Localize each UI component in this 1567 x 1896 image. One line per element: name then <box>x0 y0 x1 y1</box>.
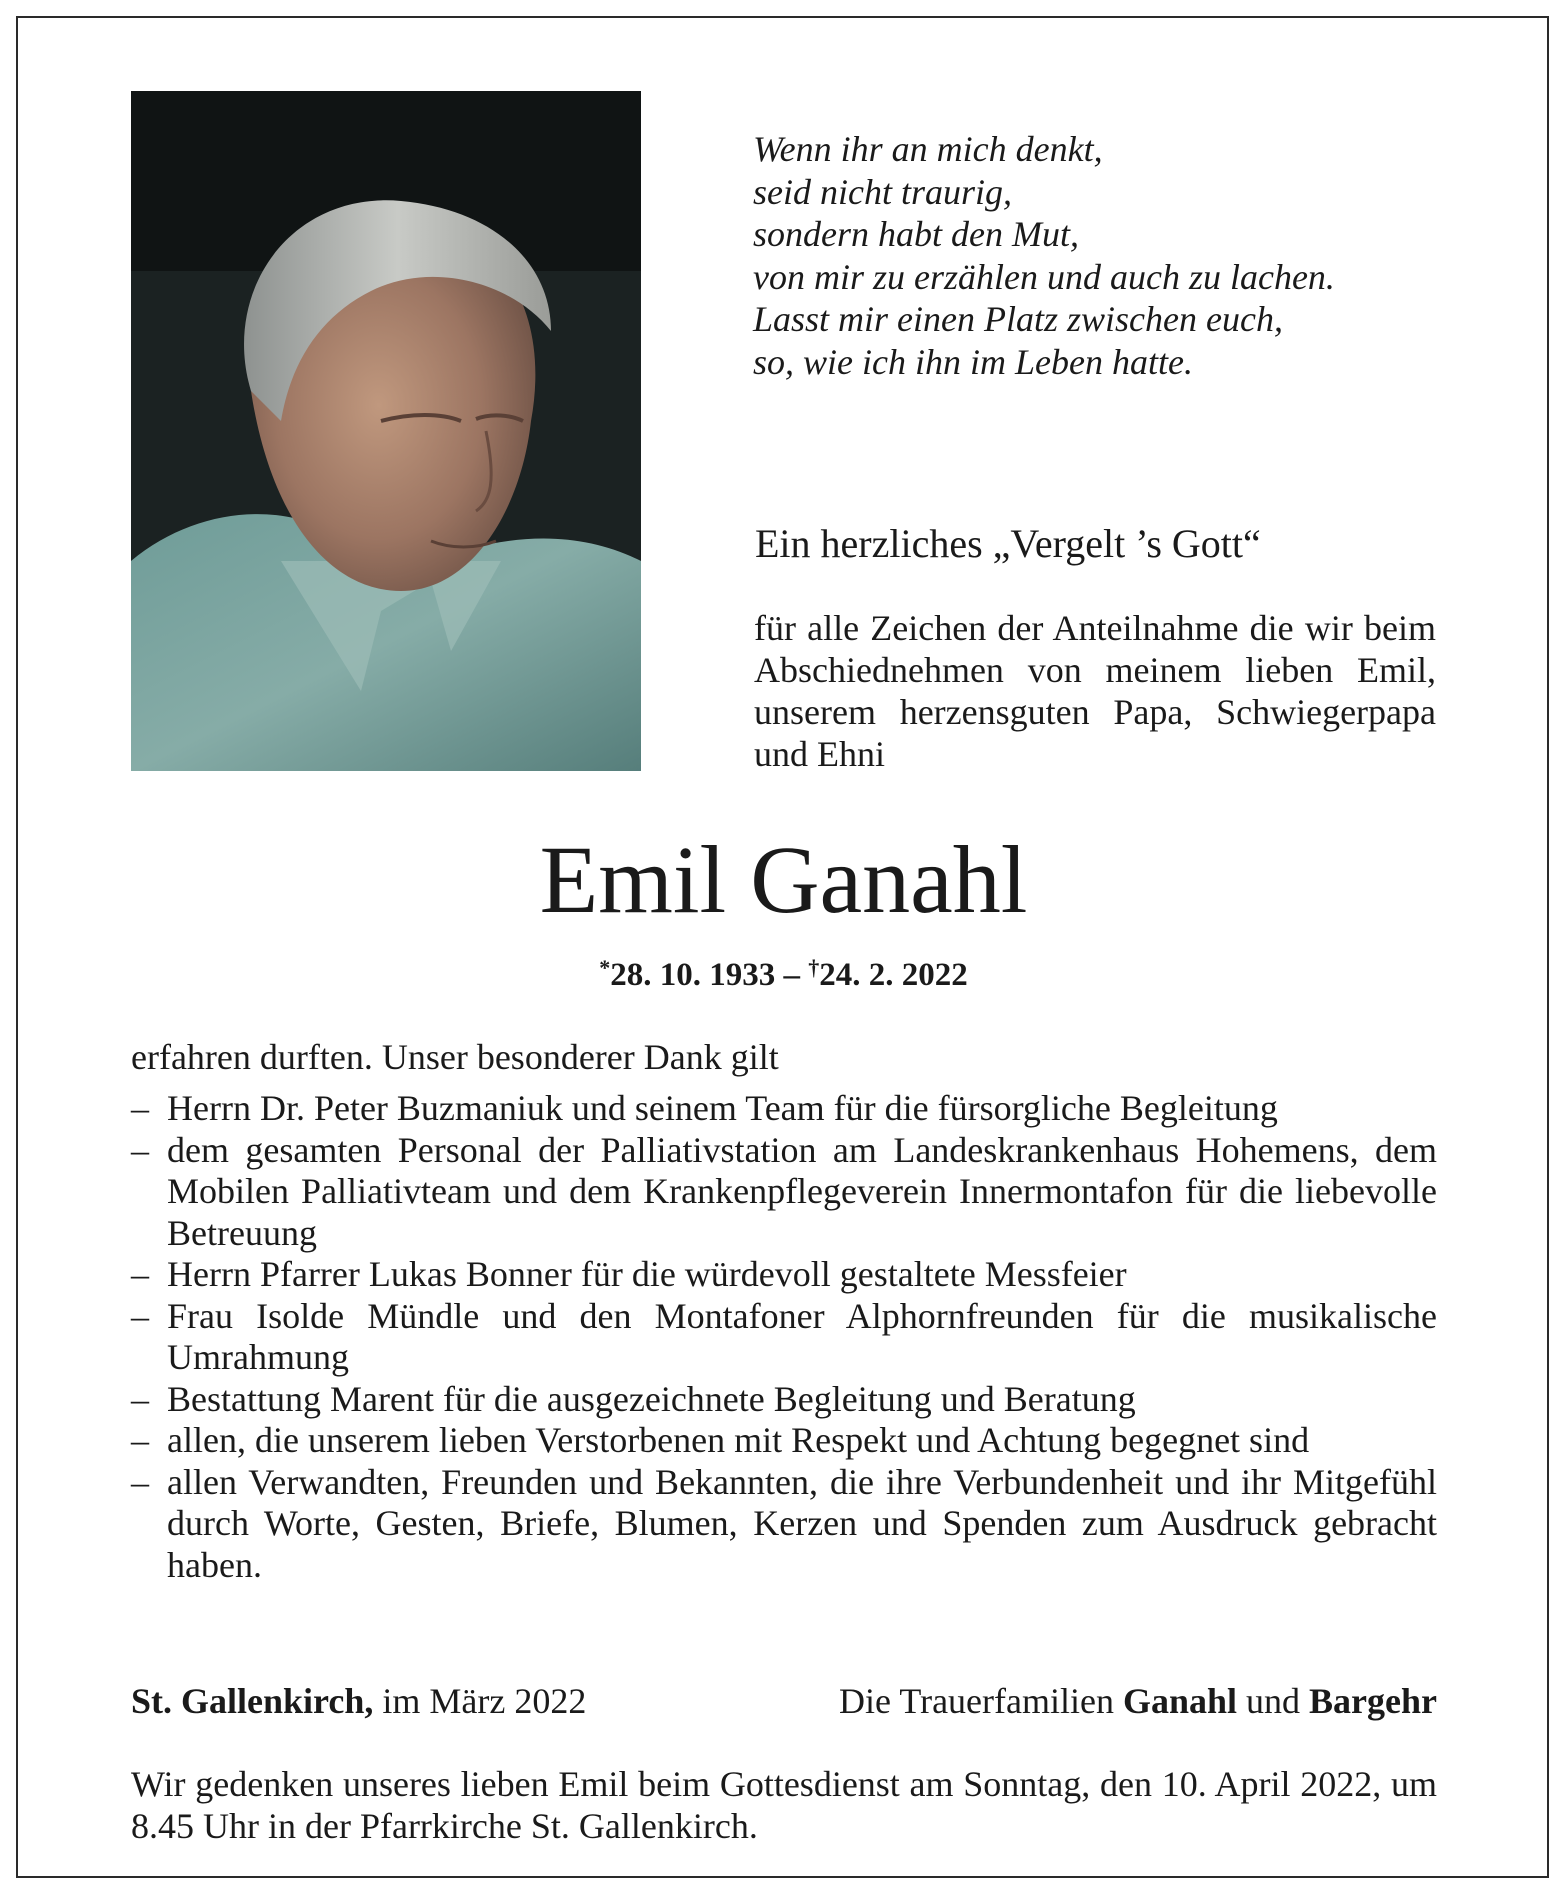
poem-line: Lasst mir einen Platz zwischen euch, <box>753 299 1283 339</box>
poem <box>753 128 1453 383</box>
list-item <box>131 1420 1437 1462</box>
list-item <box>131 1254 1437 1296</box>
family-name-2: Bargehr <box>1309 1681 1437 1721</box>
dash: – <box>131 1129 149 1170</box>
list-item-text: Herrn Pfarrer Lukas Bonner für die würdevoll gestaltete Messfeier <box>167 1254 1127 1294</box>
place: St. Gallenkirch, <box>131 1681 374 1721</box>
thanks-list <box>131 1088 1437 1586</box>
date-separator: – <box>775 957 809 993</box>
date: im März 2022 <box>373 1681 587 1721</box>
life-dates <box>0 955 1567 994</box>
poem-line: von mir zu erzählen und auch zu lachen. <box>753 256 1335 297</box>
family-and: und <box>1237 1681 1310 1721</box>
death-date: 24. 2. 2022 <box>819 957 968 993</box>
list-item-text: dem gesamten Personal der Palliativstation am Landeskrankenhaus Hohemens, dem Mobilen Palliativteam und dem Krankenpflegeverein Innermontafon für die liebevolle Betreuung <box>167 1129 1437 1253</box>
list-item-text: Herrn Dr. Peter Buzmaniuk und seinem Team für die fürsorgliche Begleitung <box>167 1088 1278 1128</box>
family-signature <box>839 1680 1437 1722</box>
deceased-name: Emil Ganahl <box>539 826 1028 933</box>
list-item-text: allen Verwandten, Freunden und Bekannten, die ihre Verbundenheit und ihr Mitgefühl durch Worte, Gesten, Briefe, Blumen, Kerzen und Spenden zum Ausdruck gebracht haben. <box>167 1461 1437 1585</box>
poem-line: so, wie ich ihn im Leben hatte. <box>753 341 1193 382</box>
place-date <box>131 1680 586 1722</box>
list-item <box>131 1296 1437 1379</box>
portrait-photo <box>131 91 641 771</box>
list-item <box>131 1130 1437 1255</box>
poem-line: Wenn ihr an mich denkt, <box>753 129 1103 169</box>
list-item-text: allen, die unserem lieben Verstorbenen mit Respekt und Achtung begegnet sind <box>167 1420 1310 1460</box>
list-item <box>131 1379 1437 1421</box>
memorial-service-text: Wir gedenken unseres lieben Emil beim Gottesdienst am Sonntag, den 10. April 2022, um 8.45 Uhr in der Pfarrkirche St. Gallenkirch. <box>131 1764 1437 1846</box>
poem-line: seid nicht traurig, <box>753 171 1012 212</box>
portrait-photo-illustration <box>131 91 641 771</box>
birth-date: 28. 10. 1933 <box>610 957 776 993</box>
dash: – <box>131 1461 149 1502</box>
family-prefix: Die Trauerfamilien <box>839 1681 1123 1721</box>
family-name-1: Ganahl <box>1122 1681 1238 1721</box>
list-item <box>131 1088 1437 1130</box>
thanks-heading: Ein herzliches „Vergelt ’s Gott“ <box>755 521 1261 566</box>
birth-symbol: * <box>599 955 611 980</box>
list-item-text: Bestattung Marent für die ausgezeichnete Begleitung und Beratung <box>167 1378 1136 1419</box>
poem-line: sondern habt den Mut, <box>753 214 1079 254</box>
thanks-text: für alle Zeichen der Anteilnahme die wir beim Abschiednehmen von meinem lieben Emil, unserem herzensguten Papa, Schwiegerpapa und Ehni <box>754 608 1436 774</box>
dash: – <box>131 1088 149 1128</box>
dash: – <box>131 1295 149 1336</box>
signature-line <box>131 1680 1437 1726</box>
dash: – <box>131 1378 149 1419</box>
body-intro: erfahren durften. Unser besonderer Dank gilt <box>131 1037 779 1077</box>
list-item-text: Frau Isolde Mündle und den Montafoner Alphornfreunden für die musikalische Umrahmung <box>167 1295 1437 1377</box>
dash: – <box>131 1254 149 1294</box>
death-symbol: † <box>808 955 820 980</box>
list-item <box>131 1462 1437 1587</box>
dash: – <box>131 1420 149 1460</box>
